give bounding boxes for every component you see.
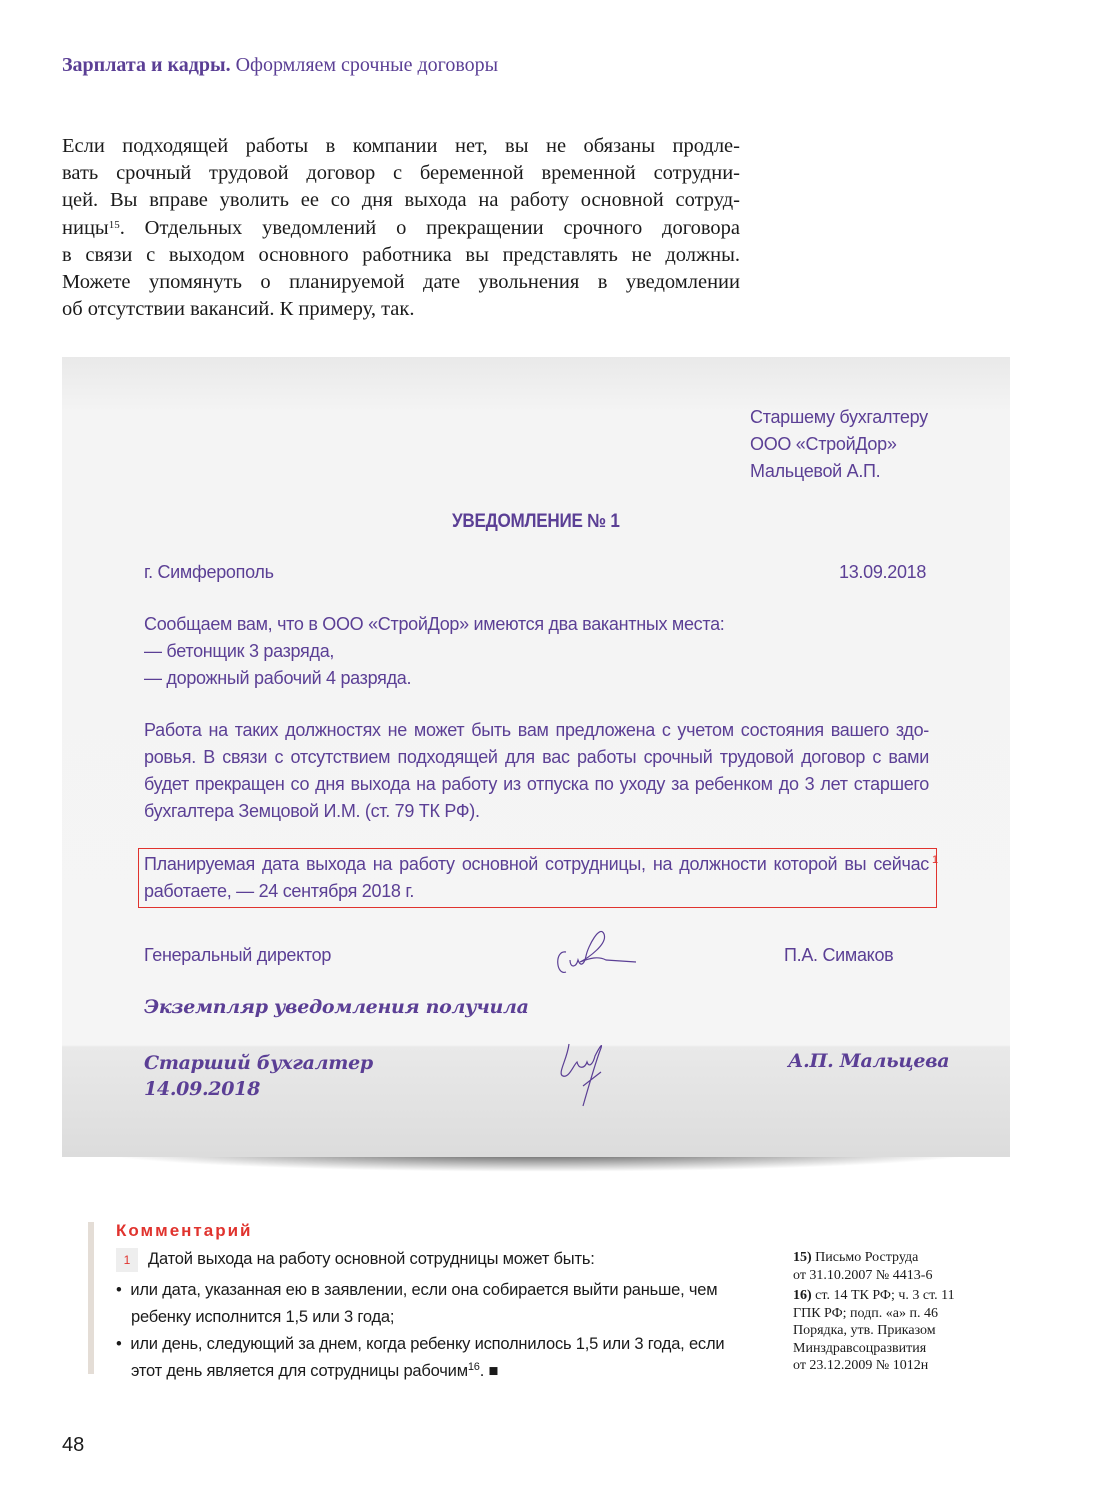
- text-line: Планируемая дата выхода на работу основной сотрудницы, на должности которой вы сейчас: [144, 854, 929, 874]
- bullet-item: [116, 1277, 724, 1304]
- vacancy-item: — бетонщик 3 разряда,: [144, 641, 335, 661]
- text-line: ГПК РФ; подп. «а» п. 46: [793, 1305, 938, 1321]
- text-line: или дата, указанная ею в заявлении, если она собирается выйти раньше, чем: [130, 1281, 718, 1299]
- addressee-line: Мальцевой А.П.: [750, 461, 881, 481]
- signer-name: П.А. Симаков: [784, 945, 894, 965]
- receipt-date: 14.09.2018: [144, 1078, 260, 1100]
- notice-date: 13.09.2018: [839, 562, 927, 582]
- text-line: от 23.12.2009 № 1012н: [793, 1358, 929, 1373]
- footnote-number: 16): [793, 1288, 812, 1303]
- receiver-name: А.П. Мальцева: [788, 1050, 950, 1072]
- vacancy-item: — дорожный рабочий 4 разряда.: [144, 668, 412, 688]
- footnote-ref[interactable]: 15: [108, 218, 120, 231]
- receiver-position: Старший бухгалтер: [144, 1052, 373, 1074]
- text-line: или день, следующий за днем, когда ребенку исполнилось 1,5 или 3 года, если: [130, 1335, 725, 1353]
- footnote-15: [793, 1249, 955, 1267]
- end-mark: . ■: [479, 1362, 499, 1380]
- text-line: будет прекращен со дня выхода на работу из отпуска по уходу за ребенком до 3 лет старшего: [144, 774, 929, 794]
- footnotes: [793, 1249, 955, 1375]
- receipt-note: Экземпляр уведомления получила: [144, 996, 529, 1018]
- notice-body: [144, 717, 929, 825]
- text-fragment: . Отдельных уведомлений о прекращении срочного договора: [119, 216, 740, 239]
- addressee-line: Старшему бухгалтеру: [750, 407, 928, 427]
- text-line: от 31.10.2007 № 4413-6: [793, 1267, 933, 1283]
- text-line: в связи с выходом основного работника вы представлять не должны.: [62, 243, 740, 266]
- bullet-icon: •: [116, 1335, 131, 1353]
- text-line: Можете упомянуть о планируемой дате увольнения в уведомлении: [62, 271, 740, 294]
- text-line: вать срочный трудовой договор с беременной временной сотрудни-: [62, 162, 740, 185]
- comment-number: 1: [116, 1248, 138, 1272]
- text-line: Минздравсоцразвития: [793, 1340, 927, 1356]
- text-line: цей. Вы вправе уволить ее со дня выхода на работу основной сотруд-: [62, 189, 740, 212]
- footnote-16: [793, 1287, 955, 1305]
- intro-paragraph: [62, 133, 740, 323]
- bullet-item: [116, 1331, 724, 1358]
- text-line: работаете, — 24 сентября 2018 г.: [144, 881, 415, 901]
- text-line: ровья. В связи с отсутствием подходящей для вас работы срочный трудовой договор с вами: [144, 747, 929, 767]
- signer-position: Генеральный директор: [144, 945, 332, 965]
- comment-marker[interactable]: 1: [932, 854, 939, 866]
- comment-bullets: [116, 1277, 724, 1385]
- text-line: Порядка, утв. Приказом: [793, 1323, 936, 1338]
- text-line: Сообщаем вам, что в ООО «СтройДор» имеются два вакантных места:: [144, 614, 725, 634]
- highlight-text: [144, 851, 929, 905]
- article-title: Оформляем срочные договоры: [235, 54, 499, 76]
- vacancies: [144, 611, 725, 692]
- notice-title: УВЕДОМЛЕНИЕ № 1: [452, 511, 620, 532]
- text-line: [116, 1358, 724, 1385]
- text-line: Если подходящей работы в компании нет, вы не обязаны продле-: [62, 135, 740, 157]
- text-fragment: этот день является для сотрудницы рабочим: [131, 1362, 468, 1380]
- text-line: Письмо Роструда: [815, 1250, 919, 1265]
- footnote-ref[interactable]: 16: [467, 1361, 480, 1373]
- text-line: об отсутствии вакансий. К примеру, так.: [62, 298, 415, 321]
- text-line: ребенку исполнится 1,5 или 3 года;: [131, 1308, 395, 1326]
- text-fragment: ницы: [62, 216, 109, 239]
- comment-title: Комментарий: [116, 1221, 253, 1240]
- text-line: бухгалтера Земцовой И.М. (ст. 79 ТК РФ).: [144, 801, 480, 821]
- comment-bar: [88, 1222, 94, 1374]
- text-line: Работа на таких должностях не может быть вам предложена с учетом состояния вашего здо-: [144, 720, 929, 740]
- bullet-icon: •: [116, 1281, 131, 1299]
- section-name: Зарплата и кадры.: [62, 54, 231, 76]
- director-signature: [552, 930, 662, 980]
- addressee-line: ООО «СтройДор»: [750, 434, 897, 454]
- notice-city: г. Симферополь: [144, 562, 274, 582]
- text-line: ст. 14 ТК РФ; ч. 3 ст. 11: [815, 1288, 955, 1303]
- running-header: [62, 54, 498, 77]
- receiver-signature: [555, 1040, 630, 1110]
- text-line: [62, 215, 740, 242]
- receiver-block: [144, 1050, 373, 1102]
- comment-lead: Датой выхода на работу основной сотрудницы может быть:: [148, 1250, 595, 1268]
- addressee: [750, 404, 928, 485]
- footnote-number: 15): [793, 1250, 812, 1265]
- page-number: 48: [62, 1434, 85, 1456]
